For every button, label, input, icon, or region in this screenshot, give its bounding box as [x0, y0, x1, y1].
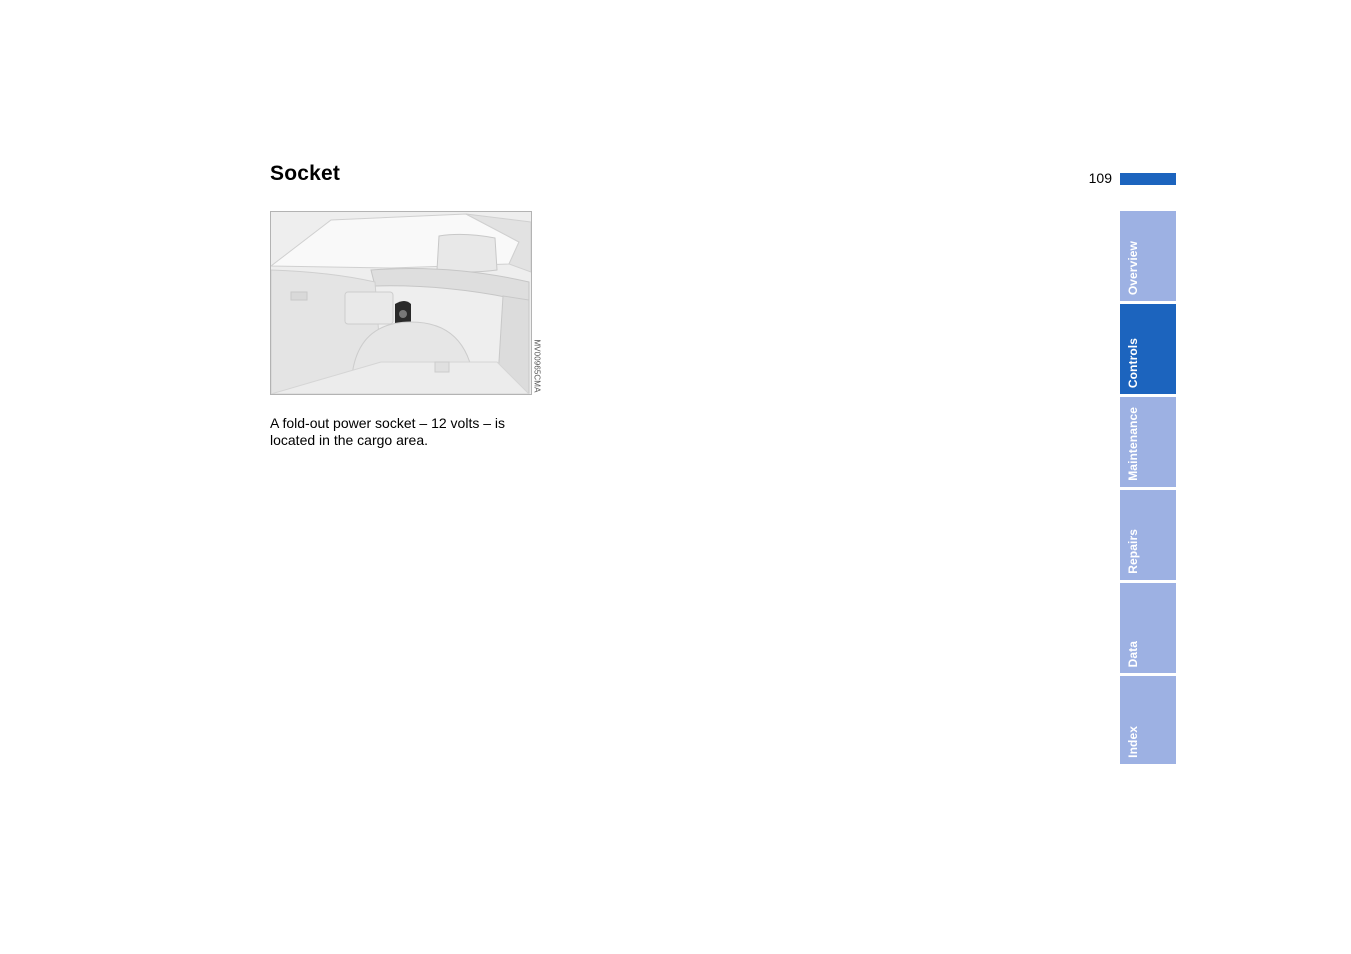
cargo-area-illustration: [270, 211, 532, 395]
tab-controls-label: Controls: [1126, 337, 1140, 388]
tab-maintenance[interactable]: [1120, 397, 1176, 487]
tab-data-label: Data: [1126, 640, 1140, 667]
tab-maintenance-label: Maintenance: [1126, 407, 1140, 481]
page-number: 109: [1088, 170, 1112, 186]
cargo-area-drawing: [271, 212, 531, 394]
body-paragraph: A fold-out power socket – 12 volts – is located in the cargo area.: [270, 415, 506, 448]
tab-overview[interactable]: [1120, 211, 1176, 301]
tab-index[interactable]: [1120, 676, 1176, 764]
tab-repairs-label: Repairs: [1126, 529, 1140, 574]
figure-code: [525, 337, 549, 395]
tab-index-label: Index: [1126, 726, 1140, 758]
page-number-bar: [1120, 173, 1176, 185]
figure-code-text: MV00965CMA: [532, 339, 542, 393]
page-title: Socket: [270, 162, 341, 185]
tab-data[interactable]: [1120, 583, 1176, 673]
tab-repairs[interactable]: [1120, 490, 1176, 580]
tab-controls[interactable]: [1120, 304, 1176, 394]
tab-overview-label: Overview: [1126, 240, 1140, 295]
